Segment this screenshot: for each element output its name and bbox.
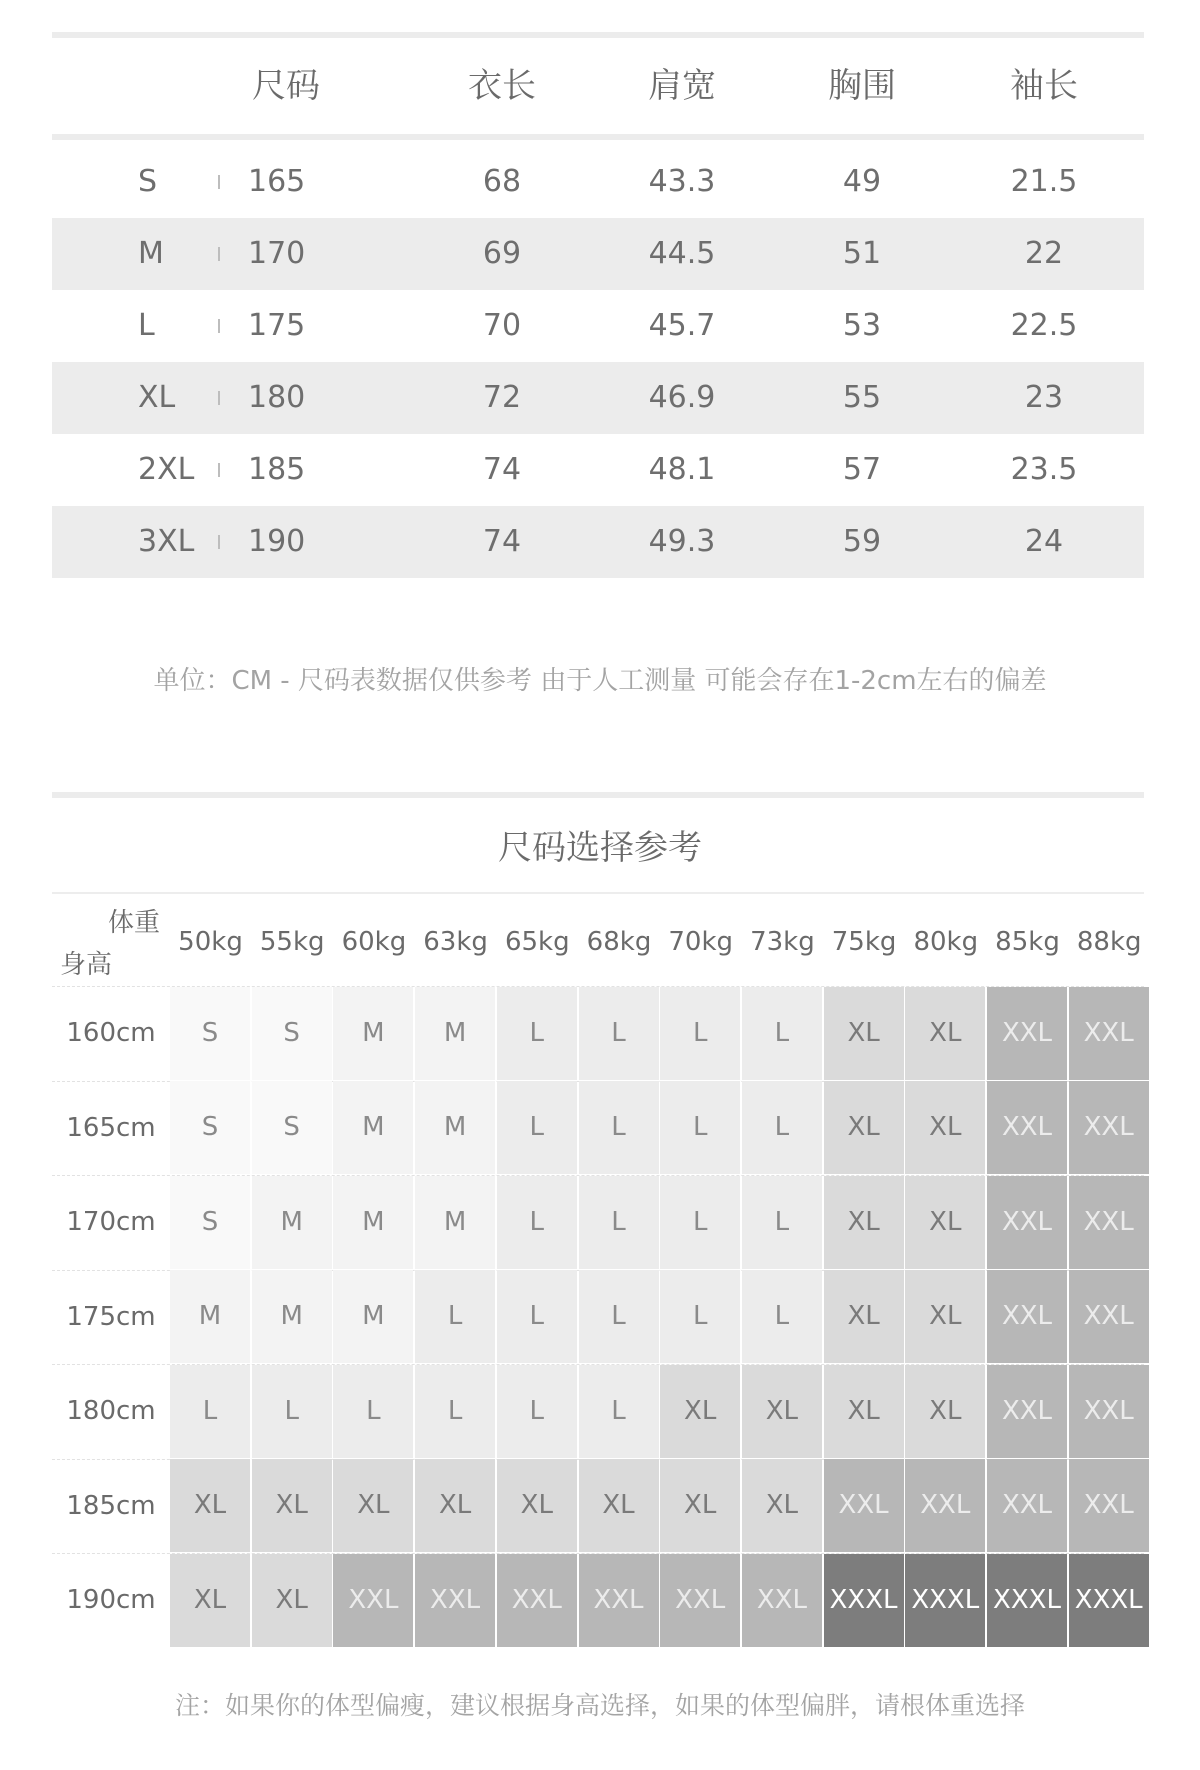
size-recommendation-cell: L: [170, 1365, 250, 1458]
size-recommendation-cell: XXXL: [905, 1554, 985, 1647]
size-recommendation-cell: XL: [252, 1459, 332, 1552]
size-recommendation-cell: XL: [824, 1270, 904, 1363]
unit-note: 单位：CM - 尺码表数据仅供参考 由于人工测量 可能会存在1-2cm左右的偏差: [153, 666, 1047, 696]
size-recommendation-cell: L: [497, 987, 577, 1080]
size-recommendation-cell: XL: [742, 1365, 822, 1458]
sleeve-cell: 21.5: [1010, 164, 1078, 199]
size-recommendation-cell: XL: [660, 1365, 740, 1458]
size-cell: L: [138, 308, 155, 343]
weight-header-cell: 63kg: [423, 927, 488, 957]
size-recommendation-cell: L: [579, 1270, 659, 1363]
size-recommendation-cell: XXL: [1069, 1081, 1149, 1174]
size-recommendation-cell: XL: [824, 1081, 904, 1174]
title-divider: [52, 892, 1144, 894]
shoulder-cell: 44.5: [648, 236, 716, 271]
height-label: 180cm: [66, 1396, 156, 1426]
size-recommendation-cell: XL: [170, 1554, 250, 1647]
size-recommendation-cell: L: [660, 1176, 740, 1269]
size-row: [52, 434, 1144, 506]
size-recommendation-cell: XXL: [987, 987, 1067, 1080]
size-row: [52, 506, 1144, 578]
weight-header-cell: 88kg: [1076, 927, 1142, 957]
section-divider: [52, 792, 1144, 798]
header-chest: 胸围: [828, 66, 896, 106]
size-recommendation-cell: XXL: [824, 1459, 904, 1552]
size-recommendation-cell: XL: [415, 1459, 495, 1552]
header-length: 衣长: [468, 66, 536, 106]
length-cell: 72: [482, 380, 522, 415]
size-cell: 2XL: [138, 452, 195, 487]
size-recommendation-cell: L: [415, 1270, 495, 1363]
length-cell: 70: [482, 308, 522, 343]
height-cell: 175: [248, 308, 306, 343]
size-recommendation-cell: XL: [905, 1176, 985, 1269]
size-cell: XL: [138, 380, 176, 415]
size-recommendation-cell: XL: [905, 1270, 985, 1363]
height-label: 160cm: [66, 1018, 156, 1048]
corner-height-label: 身高: [60, 950, 113, 980]
size-cell: 3XL: [138, 524, 195, 559]
height-label: 175cm: [66, 1301, 156, 1332]
size-recommendation-cell: XL: [252, 1554, 332, 1647]
header-sleeve: 袖长: [1010, 66, 1078, 106]
size-recommendation-cell: XXXL: [1069, 1554, 1149, 1647]
length-cell: 68: [482, 164, 522, 199]
size-recommendation-cell: L: [497, 1365, 577, 1458]
size-recommendation-cell: XXL: [1069, 1459, 1149, 1552]
length-cell: 74: [482, 524, 522, 559]
size-recommendation-cell: L: [333, 1365, 413, 1458]
size-recommendation-cell: XL: [824, 1176, 904, 1269]
shoulder-cell: 45.7: [648, 308, 716, 343]
size-recommendation-cell: M: [170, 1270, 250, 1363]
size-recommendation-cell: XXL: [333, 1554, 413, 1647]
size-recommendation-cell: XXL: [497, 1554, 577, 1647]
separator-tick: [218, 535, 220, 549]
size-recommendation-cell: S: [252, 1081, 332, 1174]
size-recommendation-cell: XL: [660, 1459, 740, 1552]
corner-weight-label: 体重: [108, 908, 161, 938]
weight-header-cell: 60kg: [341, 927, 407, 957]
size-recommendation-cell: XXL: [987, 1459, 1067, 1552]
size-recommendation-cell: XL: [579, 1459, 659, 1552]
weight-header-cell: 68kg: [586, 927, 652, 957]
weight-header-cell: 85kg: [995, 927, 1060, 957]
size-cell: M: [138, 236, 164, 271]
size-recommendation-cell: L: [252, 1365, 332, 1458]
chest-cell: 51: [842, 236, 882, 271]
height-label: 170cm: [66, 1207, 156, 1237]
size-recommendation-cell: XL: [905, 1081, 985, 1174]
size-cell: S: [138, 164, 158, 199]
chest-cell: 55: [842, 380, 882, 415]
chest-cell: 53: [842, 308, 882, 343]
size-recommendation-cell: XXL: [987, 1270, 1067, 1363]
sleeve-cell: 23.5: [1010, 452, 1078, 487]
size-recommendation-cell: M: [333, 987, 413, 1080]
size-recommendation-cell: L: [579, 987, 659, 1080]
size-recommendation-cell: L: [579, 1081, 659, 1174]
size-row: [52, 146, 1144, 218]
size-recommendation-cell: L: [497, 1270, 577, 1363]
size-recommendation-cell: XL: [905, 1365, 985, 1458]
height-cell: 190: [248, 524, 306, 559]
size-recommendation-cell: M: [415, 1176, 495, 1269]
height-cell: 180: [248, 380, 306, 415]
shoulder-cell: 49.3: [648, 524, 716, 559]
size-recommendation-cell: XXL: [987, 1365, 1067, 1458]
header-divider: [52, 134, 1144, 140]
separator-tick: [218, 319, 220, 333]
size-recommendation-cell: XL: [742, 1459, 822, 1552]
size-recommendation-cell: S: [170, 1176, 250, 1269]
selection-title: 尺码选择参考: [498, 828, 702, 868]
header-size: 尺码: [252, 66, 320, 106]
size-recommendation-cell: XXL: [579, 1554, 659, 1647]
height-label: 185cm: [66, 1490, 156, 1521]
size-table-header: [52, 38, 1144, 134]
length-cell: 74: [482, 452, 522, 487]
size-recommendation-cell: XXL: [1069, 1270, 1149, 1363]
weight-header-cell: 73kg: [750, 927, 815, 957]
height-cell: 170: [248, 236, 306, 271]
shoulder-cell: 46.9: [648, 380, 716, 415]
size-row: [52, 218, 1144, 290]
separator-tick: [218, 247, 220, 261]
size-recommendation-cell: L: [579, 1365, 659, 1458]
length-cell: 69: [482, 236, 522, 271]
weight-header-cell: 80kg: [913, 927, 979, 957]
size-recommendation-cell: M: [333, 1270, 413, 1363]
weight-header-cell: 70kg: [668, 927, 734, 957]
size-recommendation-cell: XXL: [660, 1554, 740, 1647]
size-recommendation-cell: L: [579, 1176, 659, 1269]
size-recommendation-cell: L: [742, 1270, 822, 1363]
weight-header-cell: 65kg: [504, 927, 570, 957]
size-recommendation-cell: L: [415, 1365, 495, 1458]
sleeve-cell: 23: [1024, 380, 1064, 415]
chest-cell: 57: [842, 452, 882, 487]
sleeve-cell: 22.5: [1010, 308, 1078, 343]
sleeve-cell: 22: [1024, 236, 1064, 271]
size-recommendation-cell: XXL: [415, 1554, 495, 1647]
size-recommendation-cell: XXL: [1069, 987, 1149, 1080]
size-recommendation-cell: S: [252, 987, 332, 1080]
size-recommendation-cell: L: [742, 987, 822, 1080]
size-recommendation-cell: XL: [905, 987, 985, 1080]
size-recommendation-cell: XL: [497, 1459, 577, 1552]
size-recommendation-cell: XXL: [987, 1176, 1067, 1269]
size-recommendation-cell: M: [415, 987, 495, 1080]
size-recommendation-cell: S: [170, 1081, 250, 1174]
size-recommendation-cell: L: [497, 1081, 577, 1174]
height-label: 165cm: [66, 1112, 156, 1143]
chest-cell: 59: [842, 524, 882, 559]
separator-tick: [218, 391, 220, 405]
size-recommendation-cell: XXXL: [824, 1554, 904, 1647]
height-cell: 165: [248, 164, 306, 199]
weight-header-row: [52, 898, 1144, 986]
size-recommendation-cell: XXL: [742, 1554, 822, 1647]
size-recommendation-cell: XXL: [1069, 1176, 1149, 1269]
chest-cell: 49: [842, 164, 882, 199]
size-recommendation-cell: XL: [824, 987, 904, 1080]
weight-header-cell: 55kg: [259, 927, 325, 957]
size-recommendation-cell: M: [333, 1081, 413, 1174]
separator-tick: [218, 175, 220, 189]
size-row: [52, 290, 1144, 362]
size-recommendation-cell: XXL: [1069, 1365, 1149, 1458]
shoulder-cell: 48.1: [648, 452, 716, 487]
size-recommendation-cell: M: [252, 1270, 332, 1363]
size-recommendation-cell: XL: [333, 1459, 413, 1552]
size-recommendation-cell: XL: [170, 1459, 250, 1552]
size-recommendation-cell: L: [497, 1176, 577, 1269]
shoulder-cell: 43.3: [648, 164, 716, 199]
size-recommendation-cell: L: [660, 1270, 740, 1363]
header-shoulder: 肩宽: [648, 66, 716, 106]
size-recommendation-cell: XL: [824, 1365, 904, 1458]
size-recommendation-cell: XXXL: [987, 1554, 1067, 1647]
separator-tick: [218, 463, 220, 477]
size-recommendation-cell: XXL: [905, 1459, 985, 1552]
weight-header-cell: 50kg: [178, 927, 243, 957]
size-recommendation-cell: M: [415, 1081, 495, 1174]
footnote: 注：如果你的体型偏瘦，建议根据身高选择，如果的体型偏胖，请根体重选择: [174, 1691, 1025, 1720]
size-recommendation-cell: XXL: [987, 1081, 1067, 1174]
weight-header-cell: 75kg: [831, 927, 897, 957]
size-recommendation-cell: L: [660, 1081, 740, 1174]
size-recommendation-cell: S: [170, 987, 250, 1080]
height-cell: 185: [248, 452, 306, 487]
height-label: 190cm: [66, 1585, 156, 1615]
size-recommendation-cell: M: [333, 1176, 413, 1269]
size-row: [52, 362, 1144, 434]
size-recommendation-cell: M: [252, 1176, 332, 1269]
size-recommendation-cell: L: [742, 1176, 822, 1269]
size-recommendation-cell: L: [660, 987, 740, 1080]
sleeve-cell: 24: [1024, 524, 1064, 559]
size-recommendation-cell: L: [742, 1081, 822, 1174]
